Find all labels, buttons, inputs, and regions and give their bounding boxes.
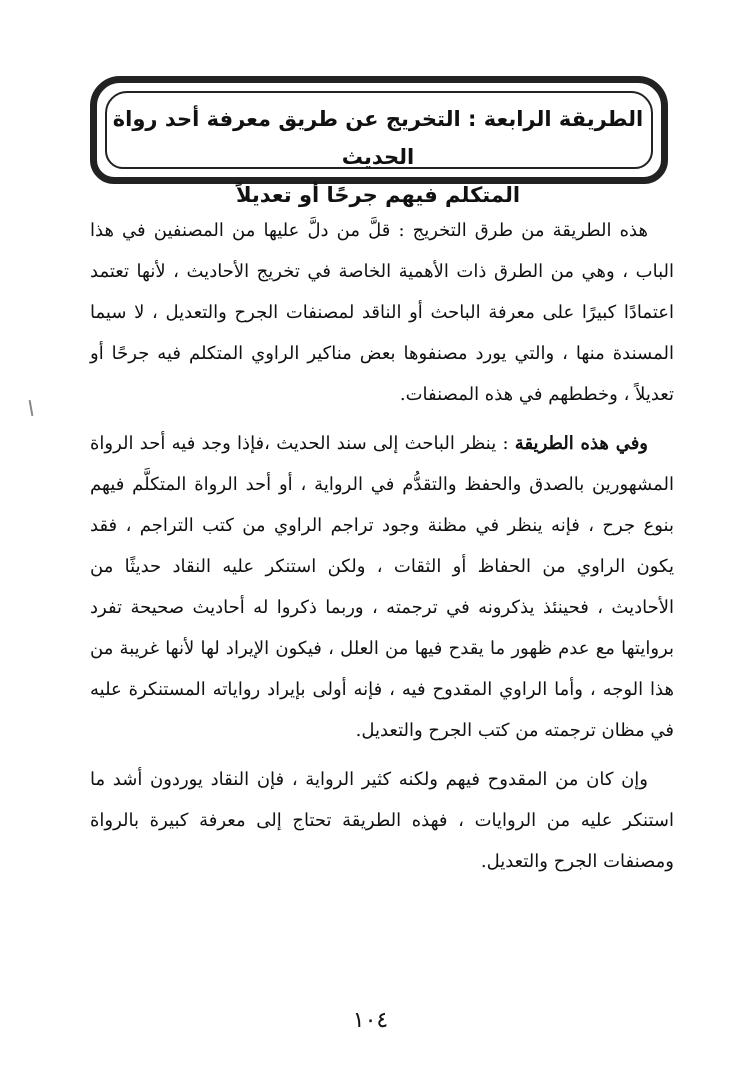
paragraph-3 (90, 759, 674, 882)
margin-mark (29, 400, 34, 416)
paragraph-2-lead: وفي هذه الطريقة (514, 433, 648, 454)
paragraph-2 (90, 423, 674, 751)
paragraph-1 (90, 210, 674, 415)
section-title-line-1: الطريقة الرابعة : التخريج عن طريق معرفة أحد رواة الحديث (112, 107, 644, 169)
paragraph-2-text: : ينظر الباحث إلى سند الحديث ،فإذا وجد فيه أحد الرواة المشهورين بالصدق والحفظ والتقدُّم في الرواية ، أو أحد الرواة المتكلَّم فيهم بنوع جرح ، فإنه ينظر في مظنة وجود تراجم الراوي من كتب التراجم ، فقد يكون الراوي من الحفاظ أو الثقات ، ولكن استنكر عليه النقاد حديثًا من الأحاديث ، فحينئذ يذكرونه في ترجمته ، وربما ذكروا له أحاديث صحيحة تفرد بروايتها مع عدم ظهور ما يقدح فيها من العلل ، فيكون الإيراد لها لأنها غريبة من هذا الوجه ، وأما الراوي المقدوح فيه ، فإنه أولى بإيراد رواياته المستنكرة عليه في مظان ترجمته من كتب الجرح والتعديل. (90, 433, 674, 741)
paragraph-1-text: هذه الطريقة من طرق التخريج : قلَّ من دلَّ عليها من المصنفين في هذا الباب ، وهي من الطرق ذات الأهمية الخاصة في تخريج الأحاديث ، لأنها تعتمد اعتمادًا كبيرًا على معرفة الباحث أو الناقد لمصنفات الجرح والتعديل ، لا سيما المسندة منها ، والتي يورد مصنفوها بعض مناكير الراوي المتكلم فيه جرحًا أو تعديلاً ، وخططهم في هذه المصنفات. (90, 220, 674, 405)
section-title (104, 100, 652, 214)
page-number: ١٠٤ (352, 1008, 389, 1033)
body-text (90, 210, 674, 882)
section-title-line-2: المتكلم فيهم جرحًا أو تعديلاً (235, 183, 521, 207)
paragraph-3-text: وإن كان من المقدوح فيهم ولكنه كثير الرواية ، فإن النقاد يوردون أشد ما استنكر عليه من الروايات ، فهذه الطريقة تحتاج إلى معرفة كبيرة بالرواة ومصنفات الجرح والتعديل. (90, 769, 674, 872)
